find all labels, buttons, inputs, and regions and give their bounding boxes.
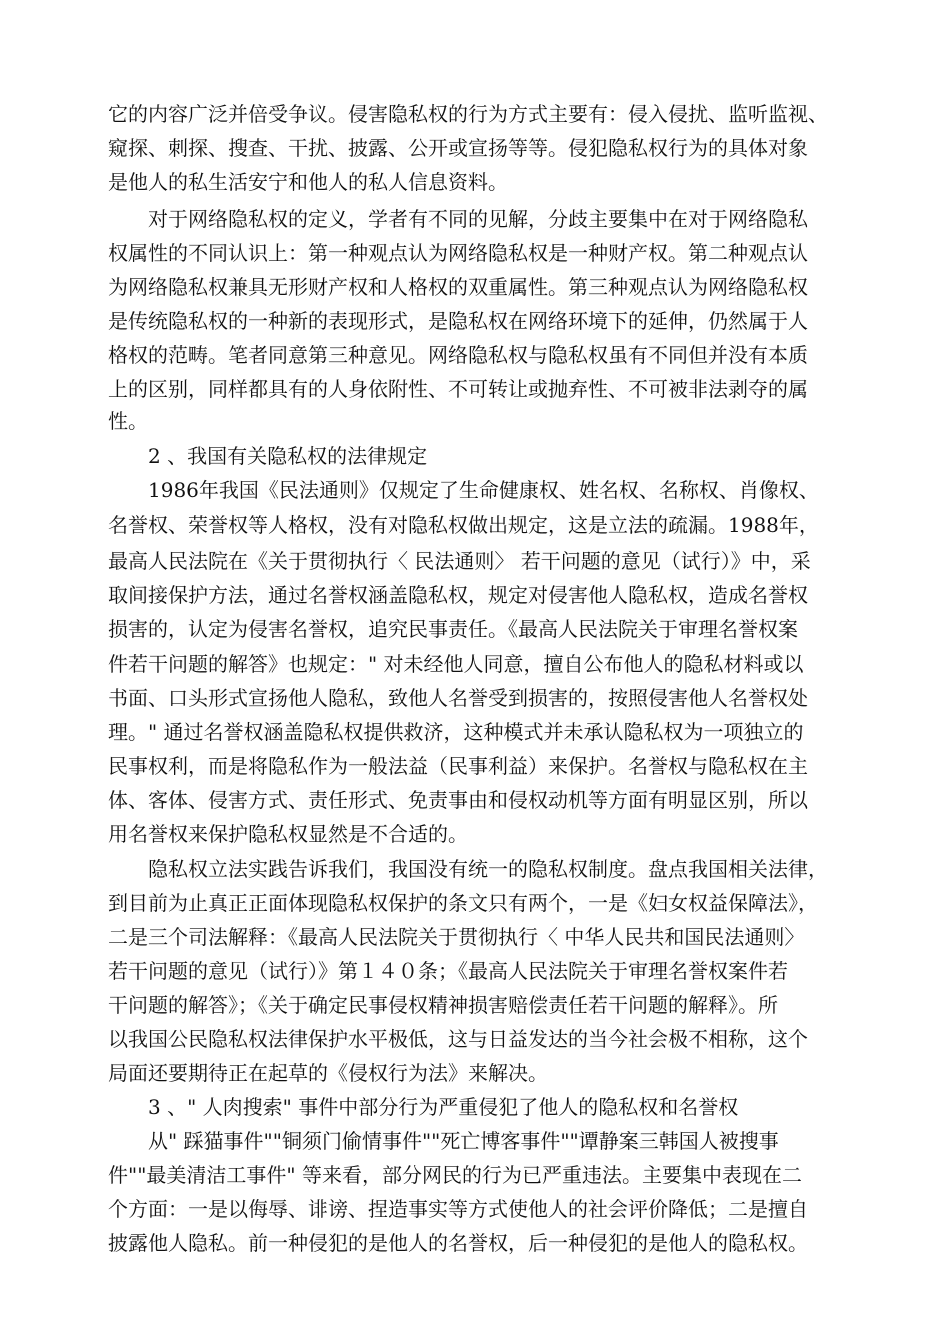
text-line-2: 窥探、刺探、搜查、干扰、披露、公开或宣扬等等。侵犯隐私权行为的具体对象	[108, 136, 808, 160]
text-line-33: 个方面：一是以侮辱、诽谤、捏造事实等方式使他人的社会评价降低；二是擅自	[108, 1197, 808, 1221]
section-heading-3: 3 、" 人肉搜索" 事件中部分行为严重侵犯了他人的隐私权和名誉权	[148, 1095, 739, 1119]
text-line-27: 干问题的解答》；《关于确定民事侵权精神损害赔偿责任若干问题的解释》。所	[108, 993, 778, 1017]
text-line-22: 用名誉权来保护隐私权显然是不合适的。	[108, 822, 468, 846]
text-line-7: 是传统隐私权的一种新的表现形式，是隐私权在网络环境下的延伸，仍然属于人	[108, 309, 808, 333]
text-line-25: 二是三个司法解释：《最高人民法院关于贯彻执行〈 中华人民共和国民法通则〉	[108, 925, 805, 949]
text-line-9: 上的区别，同样都具有的人身依附性、不可转让或抛弃性、不可被非法剥夺的属	[108, 377, 808, 401]
text-line-13: 名誉权、荣誉权等人格权，没有对隐私权做出规定，这是立法的疏漏。1988年，	[108, 513, 819, 537]
text-line-12: 1986年我国《民法通则》仅规定了生命健康权、姓名权、名称权、肖像权、	[148, 478, 819, 502]
text-line-16: 损害的，认定为侵害名誉权，追究民事责任。《最高人民法院关于审理名誉权案	[108, 617, 798, 641]
text-line-24: 到目前为止真正正面体现隐私权保护的条文只有两个，一是《妇女权益保障法》，	[108, 891, 818, 915]
text-line-20: 民事权利，而是将隐私作为一般法益（民事利益）来保护。名誉权与隐私权在主	[108, 754, 808, 778]
text-line-3: 是他人的私生活安宁和他人的私人信息资料。	[108, 170, 508, 194]
text-line-4: 对于网络隐私权的定义，学者有不同的见解，分歧主要集中在对于网络隐私	[148, 207, 808, 231]
text-line-10: 性。	[108, 409, 148, 433]
text-line-18: 书面、口头形式宣扬他人隐私，致他人名誉受到损害的，按照侵害他人名誉权处	[108, 686, 808, 710]
text-line-34: 披露他人隐私。前一种侵犯的是他人的名誉权，后一种侵犯的是他人的隐私权。	[108, 1231, 808, 1255]
text-line-31: 从" 踩猫事件""铜须门偷情事件""死亡博客事件""谭静案三韩国人被搜事	[148, 1129, 779, 1153]
section-heading-2: 2 、我国有关隐私权的法律规定	[148, 444, 428, 468]
text-line-28: 以我国公民隐私权法律保护水平极低，这与日益发达的当今社会极不相称，这个	[108, 1027, 808, 1051]
text-line-23: 隐私权立法实践告诉我们，我国没有统一的隐私权制度。盘点我国相关法律，	[148, 857, 828, 881]
text-line-26: 若干问题的意见（试行）》第１４０条；《最高人民法院关于审理名誉权案件若	[108, 959, 788, 983]
text-line-14: 最高人民法院在《关于贯彻执行〈 民法通则〉 若干问题的意见（试行）》中，采	[108, 549, 811, 573]
text-line-17: 件若干问题的解答》也规定：" 对未经他人同意，擅自公布他人的隐私材料或以	[108, 652, 804, 676]
text-line-6: 为网络隐私权兼具无形财产权和人格权的双重属性。第三种观点认为网络隐私权	[108, 275, 808, 299]
text-line-32: 件""最美清洁工事件" 等来看，部分网民的行为已严重违法。主要集中表现在二	[108, 1163, 802, 1187]
text-line-29: 局面还要期待正在起草的《侵权行为法》来解决。	[108, 1061, 548, 1085]
text-line-8: 格权的范畴。笔者同意第三种意见。网络隐私权与隐私权虽有不同但并没有本质	[108, 343, 808, 367]
text-line-21: 体、客体、侵害方式、责任形式、免责事由和侵权动机等方面有明显区别，所以	[108, 788, 808, 812]
text-line-5: 权属性的不同认识上：第一种观点认为网络隐私权是一种财产权。第二种观点认	[108, 241, 808, 265]
text-line-1: 它的内容广泛并倍受争议。侵害隐私权的行为方式主要有：侵入侵扰、监听监视、	[108, 102, 828, 126]
text-line-15: 取间接保护方法，通过名誉权涵盖隐私权，规定对侵害他人隐私权，造成名誉权	[108, 583, 808, 607]
text-line-19: 理。" 通过名誉权涵盖隐私权提供救济，这种模式并未承认隐私权为一项独立的	[108, 720, 804, 744]
